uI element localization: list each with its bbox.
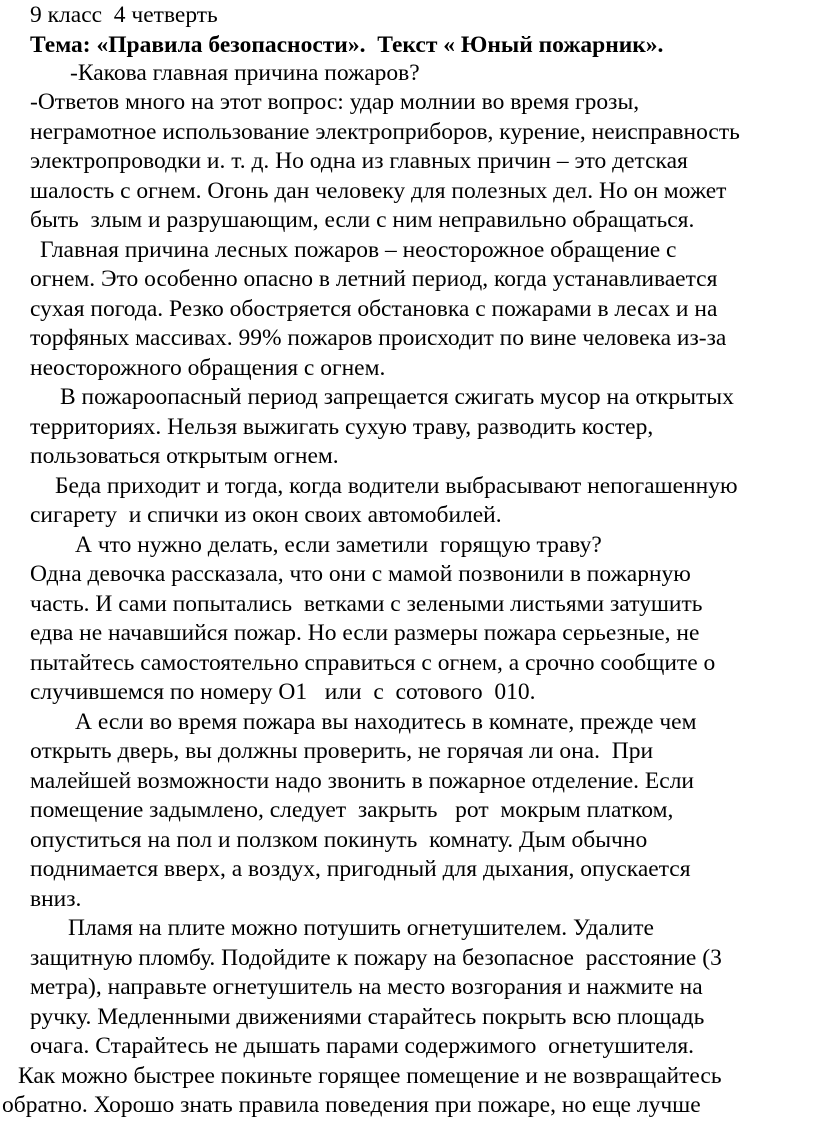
text-line: шалость с огнем. Огонь дан человеку для полезных дел. Но он может (30, 178, 727, 204)
text-line: А что нужно делать, если заметили горящую траву? (75, 532, 602, 558)
text-line: защитную пломбу. Подойдите к пожару на безопасное расстояние (3 (30, 945, 722, 971)
text-line: ручку. Медленными движениями старайтесь покрыть всю площадь (30, 1004, 705, 1030)
text-line: пытайтесь самостоятельно справиться с огнем, а срочно сообщите о (30, 650, 716, 676)
text-line: вниз. (30, 886, 82, 912)
text-line: Пламя на плите можно потушить огнетушителем. Удалите (68, 915, 654, 941)
text-line: часть. И сами попытались ветками с зелеными листьями затушить (30, 591, 703, 617)
text-line: огнем. Это особенно опасно в летний период, когда устанавливается (30, 266, 718, 292)
text-line: неосторожного обращения с огнем. (30, 355, 386, 381)
text-line: -Ответов много на этот вопрос: удар молнии во время грозы, (30, 89, 640, 115)
text-line: Одна девочка рассказала, что они с мамой позвонили в пожарную (30, 561, 691, 587)
text-line: -Какова главная причина пожаров? (70, 60, 420, 86)
text-line: торфяных массивах. 99% пожаров происходит по вине человека из-за (30, 325, 727, 351)
text-line: В пожароопасный период запрещается сжигать мусор на открытых (60, 384, 734, 410)
text-line: неграмотное использование электроприборов, курение, неисправность (30, 119, 740, 145)
text-line: территориях. Нельзя выжигать сухую траву, разводить костер, (30, 414, 654, 440)
text-line: Главная причина лесных пожаров – неосторожное обращение с (40, 237, 677, 263)
text-line: пользоваться открытым огнем. (30, 443, 339, 469)
text-line: электропроводки и. т. д. Но одна из главных причин – это детская (30, 148, 688, 174)
text-line: сигарету и спички из окон своих автомобилей. (30, 502, 502, 528)
text-line: быть злым и разрушающим, если с ним неправильно обращаться. (30, 207, 695, 233)
text-line: сухая погода. Резко обостряется обстановка с пожарами в лесах и на (30, 296, 718, 322)
text-line: малейшей возможности надо звонить в пожарное отделение. Если (30, 768, 695, 794)
document-title: Тема: «Правила безопасности». Текст « Юный пожарник». (30, 32, 664, 58)
text-line: метра), направьте огнетушитель на место возгорания и нажмите на (30, 974, 703, 1000)
text-line: помещение задымлено, следует закрыть рот мокрым платком, (30, 797, 674, 823)
text-line: Как можно быстрее покиньте горящее помещение и не возвращайтесь (18, 1063, 722, 1089)
header-line: 9 класс 4 четверть (30, 2, 218, 28)
text-line: А если во время пожара вы находитесь в комнате, прежде чем (75, 709, 697, 735)
text-line: опуститься на пол и ползком покинуть комнату. Дым обычно (30, 827, 648, 853)
text-line: едва не начавшийся пожар. Но если размеры пожара серьезные, не (30, 620, 700, 646)
text-line: Беда приходит и тогда, когда водители выбрасывают непогашенную (55, 473, 738, 499)
text-line: обратно. Хорошо знать правила поведения при пожаре, но еще лучше (2, 1092, 701, 1118)
text-line: поднимается вверх, а воздух, пригодный для дыхания, опускается (30, 856, 691, 882)
text-line: открыть дверь, вы должны проверить, не горячая ли она. При (30, 738, 654, 764)
text-line: случившемся по номеру О1 или с сотового 010. (30, 679, 536, 705)
text-line: очага. Старайтесь не дышать парами содержимого огнетушителя. (30, 1033, 695, 1059)
